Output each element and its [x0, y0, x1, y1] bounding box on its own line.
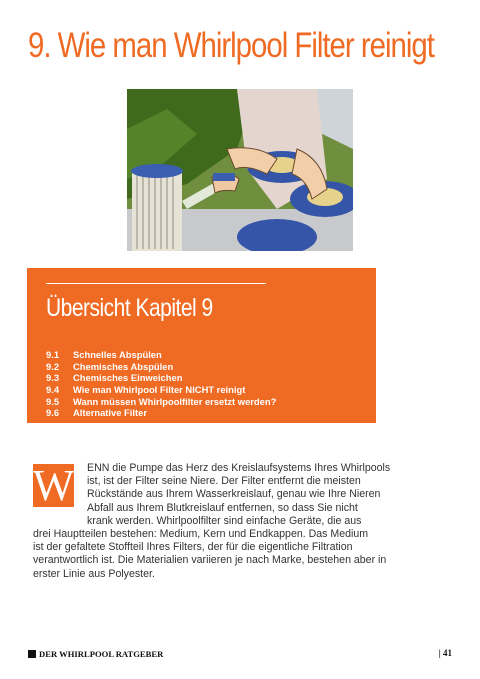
- footer-publication: [28, 649, 163, 659]
- toc-item[interactable]: [46, 361, 276, 373]
- body-paragraph: [33, 462, 447, 581]
- overview-rule: [46, 283, 266, 284]
- toc-item-number: 9.1: [46, 349, 60, 361]
- body-line: Abfall aus Ihrem Blutkreislauf entfernen, so dass Sie nicht: [87, 501, 358, 514]
- body-line: ist der gefaltete Stoffteil Ihres Filters, der für die eigentliche Filtration: [33, 541, 353, 554]
- page-number: | 41: [438, 648, 452, 658]
- toc-item-label: Alternative Filter: [73, 407, 147, 419]
- page-title: 9. Wie man Whirlpool Filter reinigt: [28, 26, 434, 65]
- toc-item-label: Wie man Whirlpool Filter NICHT reinigt: [73, 384, 246, 396]
- body-line: drei Hauptteilen bestehen: Medium, Kern und Endkappen. Das Medium: [33, 527, 369, 540]
- toc-item-number: 9.3: [46, 372, 60, 384]
- toc-item-number: 9.5: [46, 395, 60, 407]
- body-line: verantwortlich ist. Die Materialien variieren je nach Marke, bestehen aber in: [33, 554, 387, 567]
- toc-item[interactable]: [46, 395, 276, 407]
- body-line: krank werden. Whirlpoolfilter sind einfache Geräte, die aus: [87, 514, 362, 527]
- square-bullet-icon: [28, 650, 36, 658]
- toc-item-number: 9.6: [46, 407, 60, 419]
- toc-item[interactable]: [46, 349, 276, 361]
- body-line: Rückstände aus Ihrem Wasserkreislauf, genau wie Ihre Nieren: [87, 488, 381, 501]
- toc-item-label: Chemisches Abspülen: [73, 360, 174, 372]
- hands-cleaning-filter-photo: [127, 89, 353, 251]
- chapter-toc: [46, 349, 276, 419]
- toc-item[interactable]: [46, 384, 276, 396]
- body-line: erster Linie aus Polyester.: [33, 567, 155, 580]
- body-line: ENN die Pumpe das Herz des Kreislaufsystems Ihres Whirlpools: [87, 462, 391, 474]
- drop-cap: W: [32, 460, 75, 510]
- body-line: ist, ist der Filter seine Niere. Der Filter entfernt die meisten: [87, 475, 361, 488]
- toc-item-label: Schnelles Abspülen: [73, 349, 162, 361]
- toc-item-number: 9.2: [46, 360, 60, 372]
- toc-item-label: Chemisches Einweichen: [73, 372, 183, 384]
- toc-item[interactable]: [46, 372, 276, 384]
- toc-item-label: Wann müssen Whirlpoolfilter ersetzt werden?: [73, 395, 277, 407]
- chapter-overview-box: [27, 268, 376, 423]
- publication-name: DER WHIRLPOOL RATGEBER: [39, 649, 164, 659]
- overview-heading: Übersicht Kapitel 9: [46, 294, 213, 322]
- toc-item-number: 9.4: [46, 384, 60, 396]
- toc-item[interactable]: [46, 407, 276, 419]
